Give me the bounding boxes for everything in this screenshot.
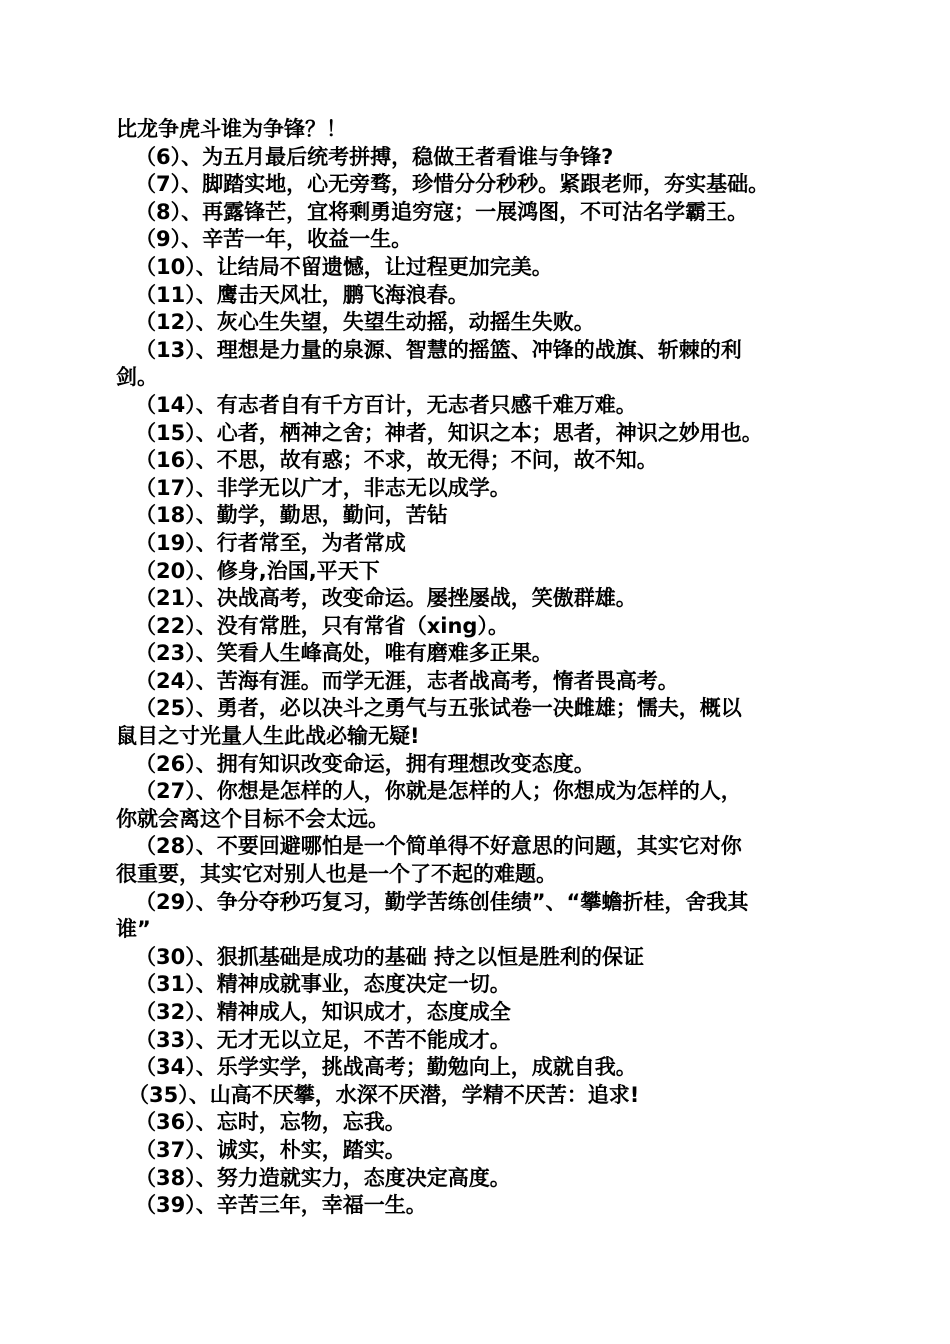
quote-line: （8）、再露锋芒，宜将剩勇追穷寇；一展鸿图，不可沽名学霸王。 [135,199,749,224]
quote-line: （17）、非学无以广才，非志无以成学。 [135,475,511,500]
quote-line: （32）、精神成人，知识成才，态度成全 [135,1000,511,1024]
quote-line: （25）、勇者，必以决斗之勇气与五张试卷一决雌雄；懦夫，概以 [135,696,742,721]
quote-line: （34）、乐学实学，挑战高考；勤勉向上，成就自我。 [135,1055,637,1080]
quote-list [116,144,836,1220]
quote-line: （23）、笑看人生峰高处，唯有磨难多正果。 [135,641,553,666]
quote-line: （9）、辛苦一年，收益一生。 [135,227,413,252]
quote-line: （21）、决战高考，改变命运。屡挫屡战，笑傲群雄。 [135,586,637,611]
quote-line: （12）、灰心生失望，失望生动摇，动摇生失败。 [135,310,595,335]
quote-line: （18）、勤学，勤思，勤问，苦钻 [135,503,448,528]
quote-line: （33）、无才无以立足，不苦不能成才。 [135,1027,511,1052]
quote-line: （14）、有志者自有千方百计，无志者只感千难万难。 [135,392,637,417]
quote-line: （26）、拥有知识改变命运，拥有理想改变态度。 [135,751,595,776]
quote-line: （7）、脚踏实地，心无旁骛，珍惜分分秒秒。紧跟老师，夯实基础。 [135,172,770,197]
quote-line: （30）、狠抓基础是成功的基础 持之以恒是胜利的保证 [135,944,645,969]
quote-line: （15）、心者，栖神之舍；神者，知识之本；思者，神识之妙用也。 [135,420,763,445]
quote-continuation-line: 剑。 [116,365,158,390]
quote-line: （28）、不要回避哪怕是一个简单得不好意思的问题，其实它对你 [135,834,742,859]
quote-line: （37）、诚实，朴实，踏实。 [135,1137,406,1162]
quote-line: （31）、精神成就事业，态度决定一切。 [135,972,511,997]
quote-line: （13）、理想是力量的泉源、智慧的摇篮、冲锋的战旗、斩棘的利 [135,337,742,362]
quote-continuation-line: 你就会离这个目标不会太远。 [116,806,389,831]
quote-continuation-line: 很重要，其实它对别人也是一个了不起的难题。 [116,862,557,887]
quote-line: （36）、忘时，忘物，忘我。 [135,1110,406,1135]
quote-line: （6）、为五月最后统考拼搏，稳做王者看谁与争锋? [135,144,614,169]
quote-line: （35）、山高不厌攀，水深不厌潜，学精不厌苦：追求! [128,1082,640,1107]
intro-line: 比龙争虎斗谁为争锋？！ [116,117,347,141]
quote-line: （22）、没有常胜，只有常省（xing）。 [135,613,509,638]
document-body [116,116,836,1220]
quote-continuation-line: 鼠目之寸光量人生此战必输无疑! [116,724,420,749]
quote-line: （38）、努力造就实力，态度决定高度。 [135,1165,511,1190]
quote-line: （29）、争分夺秒巧复习，勤学苦练创佳绩”、“攀蟾折桂，舍我其 [135,889,749,914]
quote-line: （10）、让结局不留遗憾，让过程更加完美。 [135,254,553,279]
quote-line: （20）、修身,治国,平天下 [135,558,380,583]
quote-line: （16）、不思，故有惑；不求，故无得；不问，故不知。 [135,448,658,473]
quote-line: （11）、鹰击天风壮，鹏飞海浪春。 [135,282,469,307]
quote-line: （19）、行者常至，为者常成 [135,530,406,555]
quote-continuation-line: 谁” [116,917,151,942]
quote-line: （24）、苦海有涯。而学无涯，志者战高考，惰者畏高考。 [135,668,679,693]
quote-line: （39）、辛苦三年，幸福一生。 [135,1193,427,1218]
quote-line: （27）、你想是怎样的人，你就是怎样的人；你想成为怎样的人， [135,779,742,804]
